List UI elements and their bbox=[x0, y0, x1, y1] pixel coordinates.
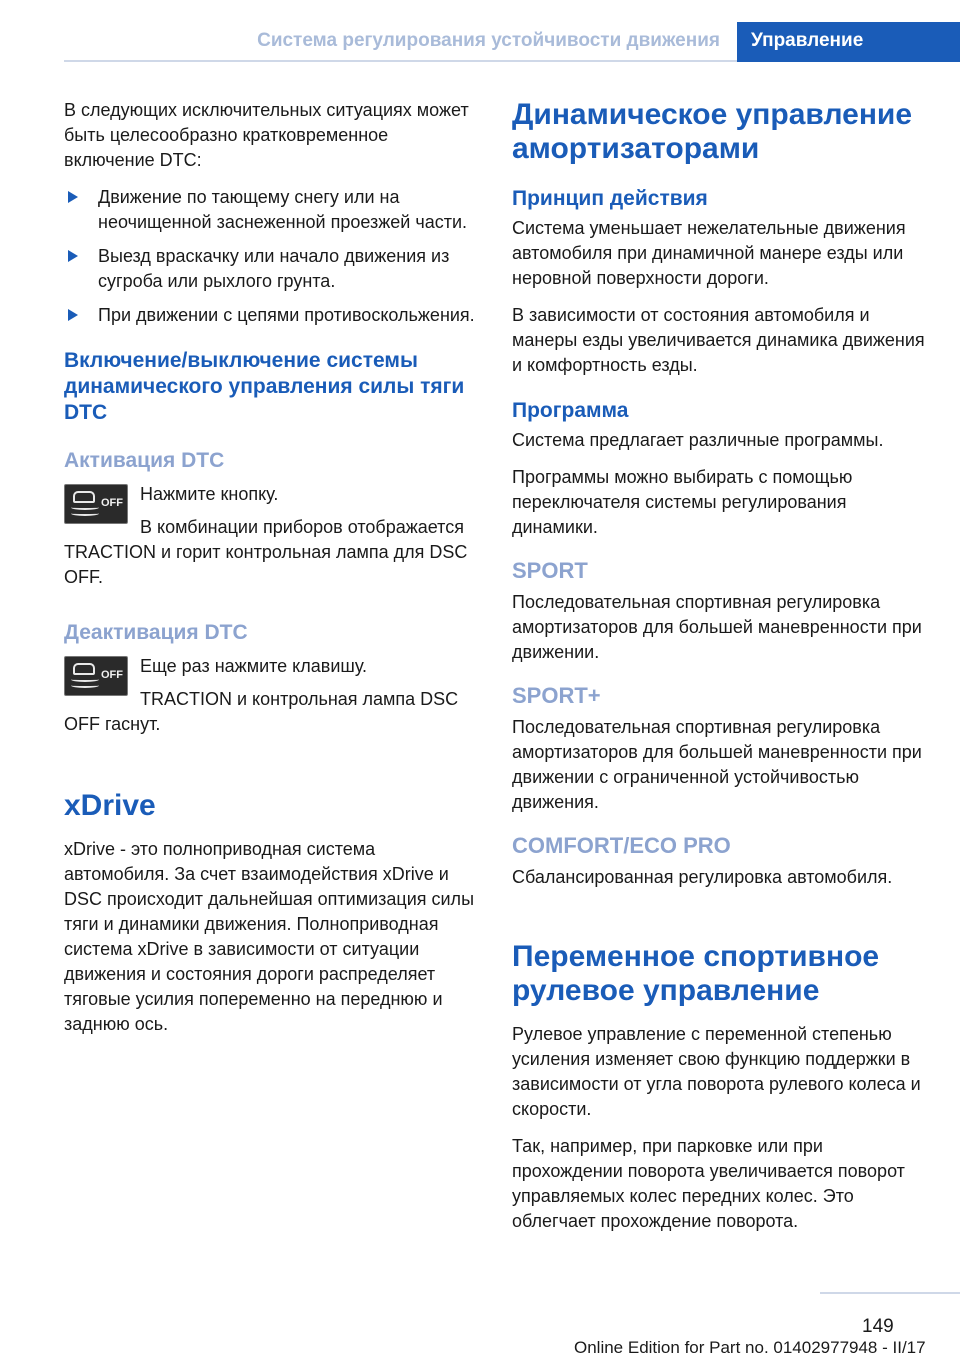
mode-sport-plus-text: Последовательная спортивная регулировка амортизаторов для большей маневренности при движении с ограниченной устойчивостью движения. bbox=[512, 717, 922, 812]
principle-paragraph-1: Система уменьшает нежелательные движения автомобиля при динамичной манере езды или неровной поверхности дороги. bbox=[512, 218, 906, 288]
triangle-bullet-icon bbox=[68, 250, 78, 262]
off-label: OFF bbox=[101, 497, 123, 509]
xdrive-heading: xDrive bbox=[64, 789, 156, 822]
principle-heading: Принцип действия bbox=[512, 187, 708, 210]
steering-heading: Переменное спортивное рулевое управление bbox=[512, 940, 880, 1007]
list-item: Выезд враскачку или начало движения из сугроба или рыхлого грунта. bbox=[64, 244, 478, 294]
principle-paragraph-2: В зависимости от состояния автомобиля и манеры езды увеличивается динамика движения и комфортность езды. bbox=[512, 305, 925, 375]
dsc-off-button-icon bbox=[64, 656, 128, 696]
triangle-bullet-icon bbox=[68, 191, 78, 203]
steering-paragraph-1: Рулевое управление с переменной степенью усиления изменяет свою функцию поддержки в зависимости от угла поворота рулевого колеса и скорости. bbox=[512, 1024, 921, 1119]
off-label: OFF bbox=[101, 669, 123, 681]
left-column bbox=[64, 98, 478, 1049]
xdrive-paragraph: xDrive - это полноприводная система автомобиля. За счет взаимодействия xDrive и DSC происходит дальнейшая оптимизация силы тяги и динамики движения. Полноприводная система xDrive в зависимости от ситуации движения и состояния дороги распределяет тяговые усилия попеременно на переднюю и заднюю ось. bbox=[64, 839, 475, 1034]
section-title: Система регулирования устойчивости движения bbox=[257, 30, 720, 51]
right-column bbox=[512, 98, 932, 1246]
mode-comfort-heading: COMFORT/ECO PRO bbox=[512, 833, 731, 858]
footer-rule bbox=[820, 1292, 960, 1294]
mode-sport-plus-heading: SPORT+ bbox=[512, 683, 601, 708]
deactivation-text-1: Еще раз нажмите клавишу. bbox=[140, 656, 368, 676]
activation-text-1: Нажмите кнопку. bbox=[140, 484, 279, 504]
activation-block bbox=[64, 482, 478, 598]
intro-paragraph: В следующих исключительных ситуациях может быть целесообразно кратковременное включение DTC: bbox=[64, 100, 469, 170]
steering-paragraph-2: Так, например, при парковке или при прохождении поворота увеличивается поворот управляемых колес передних колес. Это облегчает прохождение поворота. bbox=[512, 1136, 905, 1231]
deactivation-block bbox=[64, 654, 478, 745]
deactivation-heading: Деактивация DTC bbox=[64, 621, 248, 644]
situations-list bbox=[64, 185, 478, 328]
edition-label: Online Edition for Part no. 01402977948 - II/17 bbox=[574, 1338, 926, 1357]
mode-comfort-text: Сбалансированная регулировка автомобиля. bbox=[512, 867, 893, 887]
mode-sport-heading: SPORT bbox=[512, 558, 588, 583]
deactivation-text-2: TRACTION и контрольная лампа DSC OFF гаснут. bbox=[64, 689, 459, 734]
damper-heading: Динамическое управление амортизаторами bbox=[512, 98, 913, 165]
dtc-heading: Включение/выключение системы динамического управления силы тяги DTC bbox=[64, 349, 465, 424]
car-icon bbox=[73, 491, 95, 503]
car-icon bbox=[73, 663, 95, 675]
list-item: Движение по тающему снегу или на неочищенной заснеженной проезжей части. bbox=[64, 185, 478, 235]
mode-sport-text: Последовательная спортивная регулировка амортизаторов для большей маневренности при движении. bbox=[512, 592, 922, 662]
program-paragraph-2: Программы можно выбирать с помощью переключателя системы регулирования динамики. bbox=[512, 467, 853, 537]
chapter-tab: Управление bbox=[737, 22, 960, 62]
program-heading: Программа bbox=[512, 399, 629, 422]
program-paragraph-1: Система предлагает различные программы. bbox=[512, 430, 884, 450]
activation-heading: Активация DTC bbox=[64, 449, 225, 472]
page-number: 149 bbox=[862, 1316, 894, 1337]
activation-text-2: В комбинации приборов отображается TRACTION и горит контрольная лампа для DSC OFF. bbox=[64, 517, 468, 587]
list-item: При движении с цепями противоскольжения. bbox=[64, 303, 478, 328]
triangle-bullet-icon bbox=[68, 309, 78, 321]
dsc-off-button-icon bbox=[64, 484, 128, 524]
page-header bbox=[0, 0, 960, 62]
